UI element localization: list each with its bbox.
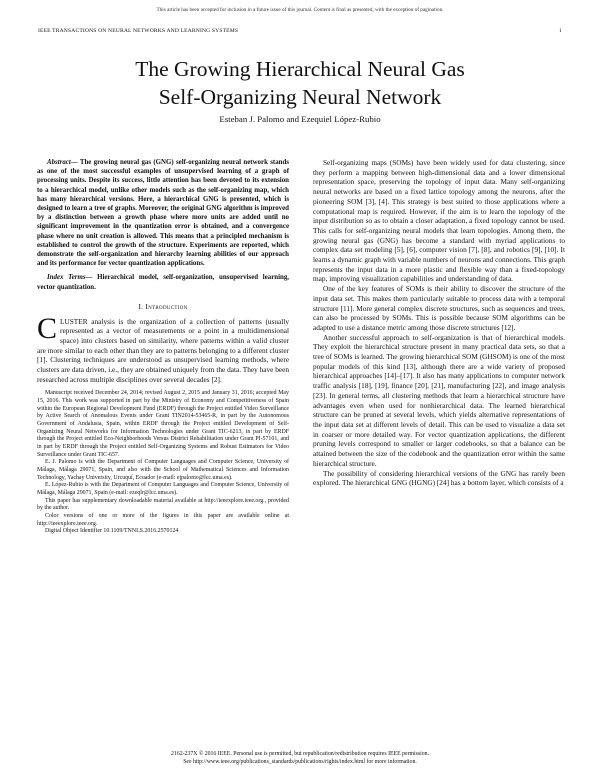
acceptance-note: This article has been accepted for inclusion in a future issue of this journal. Content is final as presented, with the exception of pagination. <box>156 7 444 13</box>
section-heading-introduction: I. Introduction <box>138 301 188 311</box>
abstract <box>37 158 289 268</box>
author-list: Esteban J. Palomo and Ezequiel López-Rubio <box>219 114 381 124</box>
copyright-footer <box>0 750 600 766</box>
title-line-1: The Growing Hierarchical Neural Gas <box>135 57 465 81</box>
body-paragraph: The possibility of considering hierarchical versions of the GNG has rarely been explored. The hierarchical GNG (HGNG) [24] has a bottom layer, which consists of a <box>313 468 565 488</box>
page-number: 1 <box>559 28 562 34</box>
footnote-doi: Digital Object Identifier 10.1109/TNNLS.2016.2570124 <box>45 528 179 535</box>
drop-cap: C <box>37 311 58 345</box>
index-terms-text: — Hierarchical model, self-organization, unsupervised learning, vector quantization. <box>37 274 290 291</box>
body-paragraph: Another successful approach to self-organization is that of hierarchical models. They exploit the hierarchical structure present in many practical data sets, so that a tree of SOMs is learned. The growing hierarchical SOM (GHSOM) is one of the most popular models of this kind [13], although there are a wide variety of proposed hierarchical approaches [14]–[17]. It also has many applications to computer network traffic analysis [18], [19], finance [20], [21], manufacturing [22], and image analysis [23]. In general terms, all clustering methods that learn a hierarchical structure have advantages even when used for nonhierarchical data. The learned hierarchical structure can be pruned at several levels, which yields alternative representations of the input data set at different levels of detail. This can be used to visualize a data set in coarser or more detailed way. For vector quantization applications, the different pruning levels correspond to smaller or larger codebooks, so that a balance can be attained between the size of the codebook and the quantization error within the same hierarchical structure. <box>313 332 565 468</box>
body-paragraph: One of the key features of SOMs is their ability to discover the structure of the input data set. This makes them particularly suitable to process data with a temporal structure [11]. More general complex discrete structures, such as sequences and trees, can also be processed by SOMs. This is possible because SOM algorithms can be adapted to use a distance metric among those discrete structures [12]. <box>313 284 565 332</box>
running-header <box>38 28 562 34</box>
first-word: LUSTER <box>60 316 88 326</box>
index-terms-label: Index Terms <box>47 274 86 282</box>
left-column <box>37 158 289 536</box>
footnote-color: Color versions of one or more of the figures in this paper are available online at http://ieeexplore.ieee.org. <box>37 512 289 527</box>
footnote-author-1: E. J. Palomo is with the Department of Computer Languages and Computer Science, University of Málaga, Málaga 29071, Spain, and also with the School of Mathematical Sciences and Information Technology, Yachay University, Urcuquí, Ecuador (e-mail: ejpalomo@lcc.uma.es). <box>37 459 289 481</box>
footnote-supplementary: This paper has supplementary downloadable material available at http://ieeexplore.ieee.org., provided by the author. <box>37 497 289 512</box>
footnotes <box>37 390 289 535</box>
abstract-label: Abstract <box>47 159 71 166</box>
title-line-2: Self-Organizing Neural Network <box>158 85 442 109</box>
rights-link-line: See http://www.ieee.org/publications_standards/publications/rights/index.html for more information. <box>183 759 417 765</box>
intro-text: analysis is the organization of a collection of patterns (usually represented as a vector of measurements or a point in a multidimensional space) into clusters based on similarity, where patterns within a valid cluster are more similar to each other than they are to patterns belonging to a different cluster [1]. Clustering techniques are understood as unsupervised learning methods, where clusters are data driven, i.e., they are obtained uniquely from the data. They have been researched across multiple disciplines over several decades [2]. <box>37 316 289 384</box>
copyright-line: 2162-237X © 2016 IEEE. Personal use is permitted, but republication/redistribution requires IEEE permission. <box>171 751 429 757</box>
journal-name: IEEE TRANSACTIONS ON NEURAL NETWORKS AND LEARNING SYSTEMS <box>38 28 239 34</box>
abstract-text: — The growing neural gas (GNG) self-organizing neural network stands as one of the most successful examples of unsupervised learning of a graph of processing units. Despite its success, little attention has been devoted to its extension to a hierarchical model, unlike other models such as the self-organizing map, which has many hierarchical versions. Here, a hierarchical GNG is presented, which is designed to learn a tree of graphs. Moreover, the original GNG algorithm is improved by a distinction between a growth phase where more units are added until no significant improvement in the quantization error is obtained, and a convergence phase where no unit creation is allowed. This means that a principled mechanism is established to control the growth of the structure. Experiments are reported, which demonstrate the self-organization and hierarchy learning abilities of our approach and its performance for vector quantization applications. <box>37 159 289 268</box>
right-column <box>313 158 565 488</box>
footnote-manuscript: Manuscript received December 24, 2014; revised August 2, 2015 and January 31, 2016; accepted May 15, 2016. This work was supported in part by the Ministry of Economy and Competitiveness of Spain within the European Regional Development Fund (ERDF) through the Project entitled Video Surveillance by Active Search of Anomalous Events under Grant TIN2014-53465-R, in part by the Autonomous Government of Andalusia, Spain, within ERDF through the Project entitled Development of Self-Organizing Neural Networks for Information Technologies under Grant TIC-6213, in part by ERDF through the Project entitled Eco-Neighborhoods Versus District Rehabilitation under Grant PI-57101, and in part by ERDF through the Project entitled Self-Organizing Systems and Robust Estimators for Video Surveillance under Grant TIC-657. <box>37 390 289 458</box>
body-paragraph: Self-organizing maps (SOMs) have been widely used for data clustering, since they perform a mapping between high-dimensional data and a lower dimensional representation space, preserving the topology of input data. Many self-organizing neural networks are based on a fixed lattice topology among the neurons, after the pioneering SOM [3], [4]. This strategy is best suited to those applications where a computational map is required. However, if the aim is to learn the topology of the input distribution so as to obtain a closer adaptation, a fixed topology cannot be used. This calls for self-organizing neural models that learn topologies. Among them, the growing neural gas (GNG) has become a standard with myriad applications to complex data set modeling [5], [6], computer vision [7], [8], and robotics [9], [10]. It learns a dynamic graph with variable numbers of neurons and connections. This graph represents the input data in a more plastic and flexible way than a fixed-topology map, improving visualization capabilities and understanding of data. <box>313 158 565 284</box>
intro-paragraph <box>37 311 289 385</box>
index-terms <box>37 273 289 291</box>
footnote-author-2: E. López-Rubio is with the Department of Computer Languages and Computer Science, University of Málaga, Málaga 29071, Spain (e-mail: ezeqlr@lcc.uma.es). <box>37 482 289 496</box>
paper-title <box>0 55 600 111</box>
